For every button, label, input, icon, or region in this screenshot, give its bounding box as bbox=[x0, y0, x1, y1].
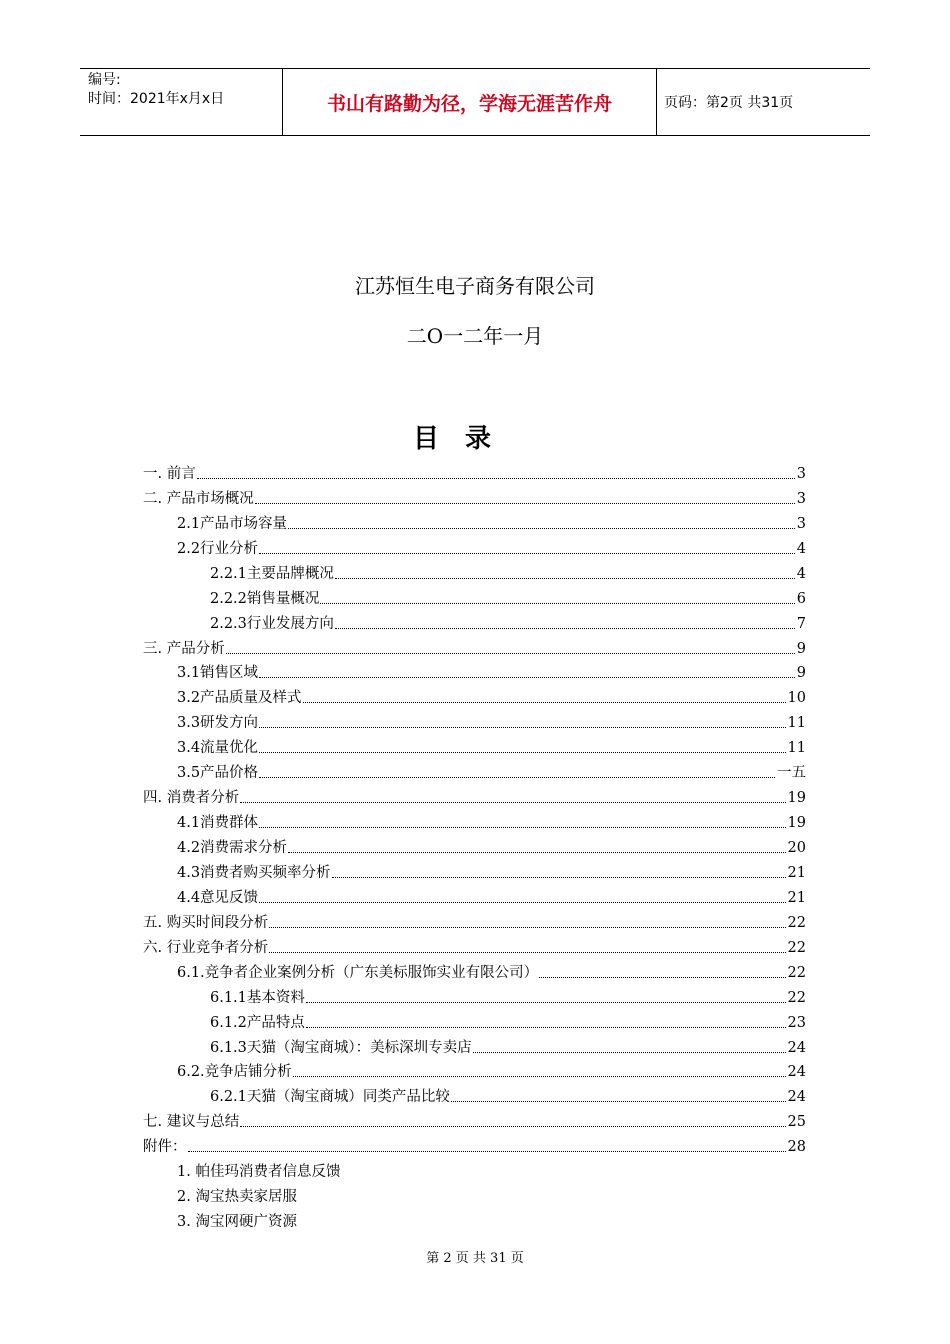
toc-leader-dots bbox=[197, 478, 795, 479]
toc-entry-label: 附件： bbox=[143, 1139, 187, 1156]
toc-entry[interactable] bbox=[143, 1081, 806, 1106]
toc-entry-label: 二. 产品市场概况 bbox=[143, 490, 254, 507]
toc-leader-dots bbox=[259, 677, 795, 678]
toc-leader-dots bbox=[269, 927, 785, 928]
toc-entry-page: 23 bbox=[787, 1014, 806, 1031]
toc-entry[interactable] bbox=[143, 757, 806, 782]
toc-entry-label: 3.3研发方向 bbox=[177, 715, 259, 732]
page-footer: 第 2 页 共 31 页 bbox=[426, 1251, 524, 1266]
document-date: 二O一二年一月 bbox=[406, 324, 544, 348]
toc-entry[interactable] bbox=[143, 707, 806, 732]
toc-entry-label: 2.2行业分析 bbox=[177, 540, 259, 557]
toc-entry-label: 4.3消费者购买频率分析 bbox=[177, 864, 331, 881]
toc-entry-label: 6.1.竞争者企业案例分析（广东美标服饰实业有限公司） bbox=[177, 964, 539, 981]
toc-entry-page: 24 bbox=[787, 1039, 806, 1056]
header-motto: 书山有路勤为径，学海无涯苦作舟 bbox=[282, 69, 657, 135]
toc-entry[interactable] bbox=[143, 782, 806, 807]
page-header bbox=[80, 68, 870, 136]
toc-leader-dots bbox=[259, 902, 785, 903]
toc-entry-label: 一. 前言 bbox=[143, 465, 196, 482]
toc-entry[interactable] bbox=[143, 907, 806, 932]
toc-entry-page: 6 bbox=[796, 590, 806, 607]
toc-entry-label: 6.1.1基本资料 bbox=[210, 989, 305, 1006]
toc-entry-label: 6.1.3天猫（淘宝商城）：美标深圳专卖店 bbox=[210, 1039, 472, 1056]
toc-leader-dots bbox=[293, 1076, 786, 1077]
toc-entry-label: 三. 产品分析 bbox=[143, 640, 225, 657]
toc-leader-dots bbox=[240, 802, 785, 803]
toc-entry-page: 9 bbox=[796, 640, 806, 657]
toc-entry[interactable] bbox=[143, 458, 806, 483]
toc-leader-dots bbox=[288, 528, 795, 529]
toc-entry-label: 2.2.1主要品牌概况 bbox=[210, 565, 334, 582]
toc-leader-dots bbox=[240, 1126, 785, 1127]
toc-entry[interactable] bbox=[143, 1106, 806, 1131]
company-name: 江苏恒生电子商务有限公司 bbox=[355, 274, 595, 298]
attachment-item: 3. 淘宝网硬广资源 bbox=[177, 1214, 297, 1231]
toc-entry[interactable] bbox=[143, 832, 806, 857]
toc-leader-dots bbox=[451, 1101, 786, 1102]
toc-leader-dots bbox=[306, 1027, 786, 1028]
header-left bbox=[88, 71, 224, 109]
toc-entry[interactable] bbox=[143, 633, 806, 658]
toc-entry[interactable] bbox=[143, 1007, 806, 1032]
toc-entry-label: 3.2产品质量及样式 bbox=[177, 690, 302, 707]
toc-entry-page: 10 bbox=[787, 690, 806, 707]
toc-entry-label: 七. 建议与总结 bbox=[143, 1114, 240, 1131]
table-of-contents bbox=[143, 458, 806, 1231]
toc-title: 目录 bbox=[412, 424, 517, 454]
toc-entry-page: 19 bbox=[787, 815, 806, 832]
toc-entry-label: 4.1消费群体 bbox=[177, 815, 259, 832]
toc-entry-label: 六. 行业竞争者分析 bbox=[143, 939, 269, 956]
toc-entry-page: 20 bbox=[787, 840, 806, 856]
toc-entry-label: 2.2.3行业发展方向 bbox=[210, 615, 334, 632]
toc-entry[interactable] bbox=[143, 583, 806, 608]
toc-entry[interactable] bbox=[143, 932, 806, 957]
toc-entry[interactable] bbox=[143, 857, 806, 882]
toc-leader-dots bbox=[269, 952, 785, 953]
toc-entry[interactable] bbox=[143, 807, 806, 832]
toc-leader-dots bbox=[332, 877, 786, 878]
toc-leader-dots bbox=[188, 1151, 786, 1152]
toc-entry-label: 3.1销售区域 bbox=[177, 665, 259, 682]
toc-entry[interactable] bbox=[143, 732, 806, 757]
toc-entry[interactable] bbox=[143, 1057, 806, 1082]
toc-entry-page: 9 bbox=[796, 665, 806, 682]
toc-entry[interactable] bbox=[143, 533, 806, 558]
toc-entry-page: 11 bbox=[787, 740, 806, 757]
toc-entry-page: 21 bbox=[787, 889, 806, 906]
header-page-info: 页码：第2页 共31页 bbox=[664, 95, 794, 111]
toc-entry[interactable] bbox=[143, 682, 806, 707]
toc-entry-label: 6.2.竞争店铺分析 bbox=[177, 1064, 292, 1081]
toc-entry-page: 22 bbox=[787, 914, 806, 931]
toc-leader-dots bbox=[259, 777, 775, 778]
toc-leader-dots bbox=[259, 727, 785, 728]
toc-entry-label: 6.2.1天猫（淘宝商城）同类产品比较 bbox=[210, 1089, 450, 1106]
document-time-label: 时间：2021年x月x日 bbox=[88, 91, 225, 107]
toc-entry-page: 24 bbox=[787, 1089, 806, 1106]
toc-leader-dots bbox=[259, 553, 795, 554]
toc-leader-dots bbox=[335, 628, 795, 629]
toc-entry-label: 四. 消费者分析 bbox=[143, 790, 240, 807]
toc-entry-page: 22 bbox=[787, 989, 806, 1006]
toc-entry[interactable] bbox=[143, 558, 806, 583]
toc-leader-dots bbox=[320, 603, 794, 604]
toc-entry-page: 7 bbox=[796, 615, 806, 632]
toc-entry-page: 21 bbox=[787, 864, 806, 881]
toc-entry[interactable] bbox=[143, 1131, 806, 1156]
toc-leader-dots bbox=[259, 827, 785, 828]
toc-leader-dots bbox=[255, 503, 795, 504]
toc-entry-page: 4 bbox=[796, 540, 806, 557]
toc-leader-dots bbox=[303, 702, 786, 703]
toc-entry-page: 24 bbox=[787, 1064, 806, 1081]
toc-entry-label: 五. 购买时间段分析 bbox=[143, 914, 269, 931]
toc-entry-page: 22 bbox=[787, 939, 806, 956]
toc-entry[interactable] bbox=[143, 1032, 806, 1057]
toc-entry-page: 3 bbox=[796, 515, 806, 532]
toc-entry[interactable] bbox=[143, 658, 806, 683]
toc-entry-page: 28 bbox=[787, 1139, 806, 1156]
toc-entry[interactable] bbox=[143, 483, 806, 508]
toc-leader-dots bbox=[335, 578, 795, 579]
toc-leader-dots bbox=[259, 752, 785, 753]
toc-entry-label: 4.4意见反馈 bbox=[177, 889, 259, 906]
toc-leader-dots bbox=[288, 852, 785, 853]
toc-entry-label: 6.1.2产品特点 bbox=[210, 1014, 305, 1031]
toc-entry[interactable] bbox=[143, 508, 806, 533]
toc-entry[interactable] bbox=[143, 982, 806, 1007]
attachment-item: 1. 帕佳玛消费者信息反馈 bbox=[177, 1164, 341, 1181]
toc-entry-page: 一五 bbox=[777, 765, 806, 782]
toc-entry-label: 3.5产品价格 bbox=[177, 765, 259, 782]
toc-entry[interactable] bbox=[143, 882, 806, 907]
toc-entry[interactable] bbox=[143, 608, 806, 633]
toc-entry-page: 22 bbox=[787, 964, 806, 981]
toc-entry-label: 2.1产品市场容量 bbox=[177, 515, 288, 532]
toc-entry-page: 3 bbox=[796, 465, 806, 482]
toc-entry-page: 3 bbox=[796, 490, 806, 507]
toc-leader-dots bbox=[473, 1052, 786, 1053]
toc-entry-label: 2.2.2销售量概况 bbox=[210, 590, 320, 607]
toc-leader-dots bbox=[539, 977, 785, 978]
toc-leader-dots bbox=[226, 653, 795, 654]
document-number-label: 编号: bbox=[88, 72, 121, 88]
toc-entry-page: 11 bbox=[787, 715, 806, 732]
toc-entry[interactable] bbox=[143, 957, 806, 982]
toc-entry-label: 4.2消费需求分析 bbox=[177, 840, 288, 856]
toc-entry-page: 4 bbox=[796, 565, 806, 582]
toc-leader-dots bbox=[306, 1002, 786, 1003]
attachment-item: 2. 淘宝热卖家居服 bbox=[177, 1189, 297, 1206]
toc-entry-page: 25 bbox=[787, 1114, 806, 1131]
toc-entry-label: 3.4流量优化 bbox=[177, 740, 259, 757]
toc-entry-page: 19 bbox=[787, 790, 806, 807]
